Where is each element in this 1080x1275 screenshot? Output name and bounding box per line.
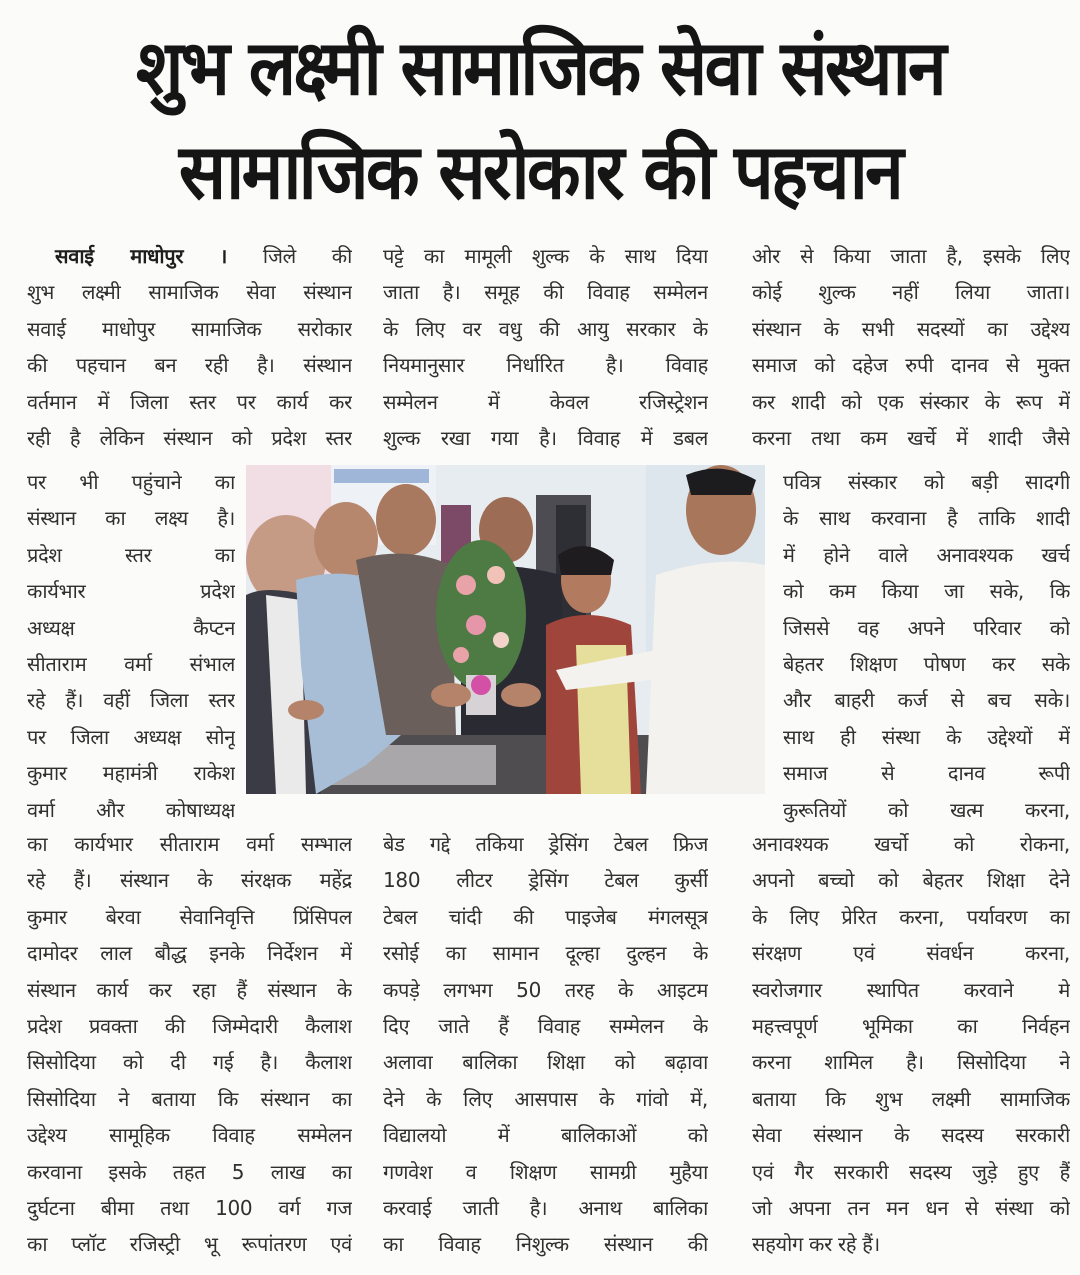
text-line: सवाई माधोपुर सामाजिक सरोकार xyxy=(27,316,352,341)
column-2-top xyxy=(383,238,708,456)
column-3-wrap xyxy=(783,464,1070,828)
text-line: रहे हैं। संस्थान के संरक्षक महेंद्र xyxy=(27,868,352,893)
text-line: पट्टे का मामूली शुल्क के साथ दिया xyxy=(383,244,708,268)
text-line: अपनो बच्चो को बेहतर शिक्षा देने xyxy=(752,868,1070,893)
text-line: जाता है। समूह की विवाह सम्मेलन xyxy=(383,280,708,305)
text-line: शुल्क रखा गया है। विवाह में डबल xyxy=(383,425,708,450)
text-line: जिससे वह अपने परिवार को xyxy=(783,615,1070,640)
text-line: कुरूतियों को खत्म करना, xyxy=(783,797,1070,822)
text-line: रसोई का सामान दूल्हा दुल्हन के xyxy=(383,941,708,966)
text-line: और बाहरी कर्ज से बच सके। xyxy=(783,688,1070,713)
text-line: बेड गद्दे तकिया ड्रेसिंग टेबल फ्रिज xyxy=(383,832,708,856)
column-3-bottom xyxy=(752,826,1070,1263)
text-line: सहयोग कर रहे हैं। xyxy=(752,1232,880,1257)
text-line: के लिए प्रेरित करना, पर्यावरण का xyxy=(752,904,1070,929)
text-line: कपड़े लगभग 50 तरह के आइटम xyxy=(383,977,708,1002)
text-line: पर जिला अध्यक्ष सोनू xyxy=(27,724,235,749)
text-line: के साथ करवाना है ताकि शादी xyxy=(783,506,1070,531)
text-line: वर्मा और कोषाध्यक्ष xyxy=(27,797,235,822)
text-line: प्रदेश प्रवक्ता की जिम्मेदारी कैलाश xyxy=(27,1013,352,1038)
text-line: दुर्घटना बीमा तथा 100 वर्ग गज xyxy=(27,1195,352,1220)
text-line: कर शादी को एक संस्कार के रूप में xyxy=(752,389,1070,414)
text-line: कार्यभार प्रदेश xyxy=(27,579,235,604)
text-line: रही है लेकिन संस्थान को प्रदेश स्तर xyxy=(27,425,352,450)
text-line: साथ ही संस्था के उद्देश्यों में xyxy=(783,724,1070,749)
headline-line-2: सामाजिक सरोकार की पहचान xyxy=(178,127,902,216)
text-line: कोई शुल्क नहीं लिया जाता। xyxy=(752,280,1070,305)
text-line: अनावश्यक खर्चो को रोकना, xyxy=(752,832,1070,856)
column-1-wrap xyxy=(27,464,235,828)
text-line: कुमार महामंत्री राकेश xyxy=(27,761,235,786)
text-line: का विवाह निशुल्क संस्थान की xyxy=(383,1232,708,1257)
column-1-bottom xyxy=(27,826,352,1263)
column-2-bottom xyxy=(383,826,708,1263)
text-line: एवं गैर सरकारी सदस्य जुड़े हुए हैं xyxy=(752,1159,1070,1184)
text-line: नियमानुसार निर्धारित है। विवाह xyxy=(383,353,708,378)
text-line: देने के लिए आसपास के गांवो में, xyxy=(383,1086,708,1111)
text-line: सिसोदिया ने बताया कि संस्थान का xyxy=(27,1086,352,1111)
headline-line-1: शुभ लक्ष्मी सामाजिक सेवा संस्थान xyxy=(136,23,944,112)
text-line: प्रदेश स्तर का xyxy=(27,542,235,567)
text-line: सीताराम वर्मा संभाल xyxy=(27,651,235,676)
text-line: अलावा बालिका शिक्षा को बढ़ावा xyxy=(383,1050,708,1075)
text-line: कुमार बेरवा सेवानिवृत्ति प्रिंसिपल xyxy=(27,904,352,929)
text-line: टेबल चांदी की पाइजेब मंगलसूत्र xyxy=(383,904,708,929)
text-line: अध्यक्ष कैप्टन xyxy=(27,615,235,640)
text-line: ओर से किया जाता है, इसके लिए xyxy=(752,244,1070,268)
text-line: समाज से दानव रूपी xyxy=(783,761,1070,786)
text-line: करवाई जाती है। अनाथ बालिका xyxy=(383,1195,708,1220)
text-line: महत्त्वपूर्ण भूमिका का निर्वहन xyxy=(752,1013,1070,1038)
text-line: दिए जाते हैं विवाह सम्मेलन के xyxy=(383,1013,708,1038)
column-1-top xyxy=(27,238,352,456)
text-line: जो अपना तन मन धन से संस्था को xyxy=(752,1195,1070,1220)
text-line: समाज को दहेज रुपी दानव से मुक्त xyxy=(752,353,1070,378)
text-line: करवाना इसके तहत 5 लाख का xyxy=(27,1159,352,1184)
text-line: को कम किया जा सके, कि xyxy=(783,579,1070,604)
text-line: बेहतर शिक्षण पोषण कर सके xyxy=(783,651,1070,676)
text-line: सेवा संस्थान के सदस्य सरकारी xyxy=(752,1123,1070,1148)
text-line: की पहचान बन रही है। संस्थान xyxy=(27,353,352,378)
text-line: गणवेश व शिक्षण सामग्री मुहैया xyxy=(383,1159,708,1184)
text-line: वर्तमान में जिला स्तर पर कार्य कर xyxy=(27,389,352,414)
text-line: करना शामिल है। सिसोदिया ने xyxy=(752,1050,1070,1075)
news-photo xyxy=(246,465,765,794)
text-line: में होने वाले अनावश्यक खर्च xyxy=(783,542,1070,567)
text-line: का प्लॉट रजिस्ट्री भू रूपांतरण एवं xyxy=(27,1232,352,1257)
text-line: बताया कि शुभ लक्ष्मी सामाजिक xyxy=(752,1086,1070,1111)
text-line: स्वरोजगार स्थापित करवाने मे xyxy=(752,977,1070,1002)
text-line: सिसोदिया को दी गई है। कैलाश xyxy=(27,1050,352,1075)
text-line: संस्थान के सभी सदस्यों का उद्देश्य xyxy=(752,316,1070,341)
text-line: संस्थान कार्य कर रहा हैं संस्थान के xyxy=(27,977,352,1002)
text-line: 180 लीटर ड्रेसिंग टेबल कुर्सी xyxy=(383,868,708,893)
text-line: पर भी पहुंचाने का xyxy=(27,470,235,494)
column-3-top xyxy=(752,238,1070,456)
text-line: पवित्र संस्कार को बड़ी सादगी xyxy=(783,470,1070,494)
text-line: संरक्षण एवं संवर्धन करना, xyxy=(752,941,1070,966)
text-line: करना तथा कम खर्चे में शादी जैसे xyxy=(752,425,1070,450)
text-line: के लिए वर वधु की आयु सरकार के xyxy=(383,316,708,341)
text-line: उद्देश्य सामूहिक विवाह सम्मेलन xyxy=(27,1123,352,1148)
dateline: सवाई माधोपुर । xyxy=(55,244,227,268)
text-line: सवाई माधोपुर । जिले की xyxy=(55,244,352,268)
text-line: रहे हैं। वहीं जिला स्तर xyxy=(27,688,235,713)
text-line: संस्थान का लक्ष्य है। xyxy=(27,506,235,531)
text-line: का कार्यभार सीताराम वर्मा सम्भाल xyxy=(27,832,352,856)
text-line: दामोदर लाल बौद्ध इनके निर्देशन में xyxy=(27,941,352,966)
group-photo-bouquet-icon xyxy=(246,465,765,794)
text-line: शुभ लक्ष्मी सामाजिक सेवा संस्थान xyxy=(27,280,352,305)
text-line: सम्मेलन में केवल रजिस्ट्रेशन xyxy=(383,389,708,414)
text-line: विद्यालयो में बालिकाओं को xyxy=(383,1123,708,1148)
